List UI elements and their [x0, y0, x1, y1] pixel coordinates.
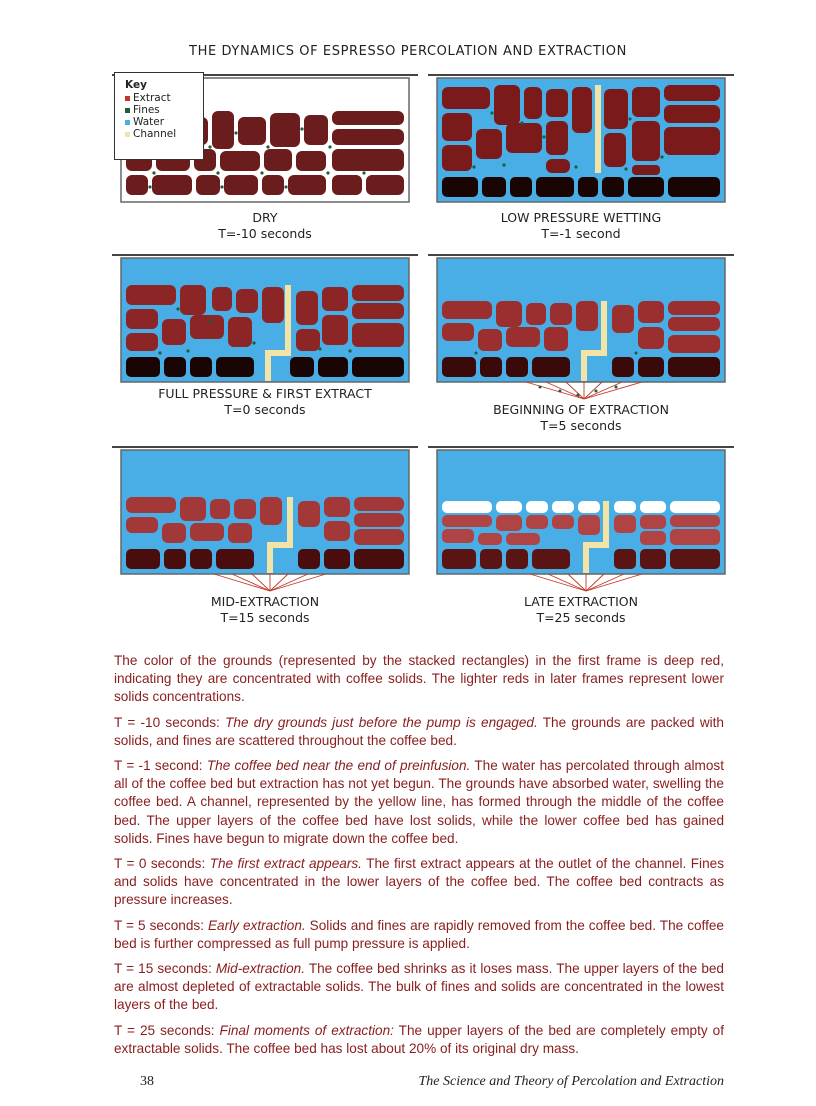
panel-label: FULL PRESSURE & FIRST EXTRACT	[158, 386, 372, 401]
frame-top-line	[112, 446, 418, 448]
legend-item-water: Water	[125, 116, 203, 128]
running-title: The Science and Theory of Percolation and Extraction	[418, 1074, 724, 1089]
paragraph-t-0: T = 0 seconds: The first extract appears. The first extract appears at the outlet of the channel. Fines and solids have concentrated in the lower layers of the coffee bed. The coffee bed contracts as pressure increases.	[114, 856, 724, 908]
panel-time: T=15 seconds	[220, 610, 310, 625]
coffee-bed-diagram	[120, 449, 410, 595]
panel-label: MID-EXTRACTION	[210, 594, 320, 609]
extract-swatch-icon	[125, 96, 130, 101]
extract-flow-lines	[526, 382, 642, 399]
coffee-bed-diagram	[436, 257, 726, 403]
solids-bottom-layer	[442, 177, 720, 197]
frame-top-line	[428, 74, 734, 76]
fines-swatch-icon	[125, 108, 130, 113]
paragraph-t-5: T = 5 seconds: Early extraction. Solids and fines are rapidly removed from the coffee bed. The coffee bed is further compressed as full pump pressure is applied.	[114, 917, 724, 951]
paragraph-t-minus-1: T = -1 second: The coffee bed near the end of preinfusion. The water has percolated through almost all of the coffee bed but extraction has not yet begun. The grounds have absorbed water, swelling the coffee bed. A channel, represented by the yellow line, has formed through the middle of the coffee bed. The upper layers of the coffee bed have lost solids, while the lower coffee bed has gained solids. Fines have begun to migrate down the coffee bed.	[114, 758, 724, 846]
panel-caption	[120, 210, 410, 242]
page-title: THE DYNAMICS OF ESPRESSO PERCOLATION AND EXTRACTION	[189, 44, 627, 59]
panel-time: T=25 seconds	[536, 610, 626, 625]
paragraph-t-minus-10: T = -10 seconds: The dry grounds just before the pump is engaged. The grounds are packed with solids, and fines are scattered throughout the coffee bed.	[114, 714, 724, 748]
frame-top-line	[428, 254, 734, 256]
panel-time: T=0 seconds	[224, 402, 306, 417]
panel-label: BEGINNING OF EXTRACTION	[493, 402, 669, 417]
coffee-bed-diagram	[436, 449, 726, 595]
extract-flow-lines	[214, 574, 326, 591]
paragraph-t-15: T = 15 seconds: Mid-extraction. The coffee bed shrinks as it loses mass. The upper layers of the bed are almost depleted of extractable solids. The bulk of fines and solids are concentrated in the lowest layers of the bed.	[114, 961, 724, 1013]
intro-paragraph: The color of the grounds (represented by the stacked rectangles) in the first frame is deep red, indicating they are concentrated with coffee solids. The lighter reds in later frames represent lower solids concentrations.	[114, 653, 724, 705]
frame-top-line	[428, 446, 734, 448]
paragraph-t-25: T = 25 seconds: Final moments of extraction: The upper layers of the bed are completely empty of extractable solids. The coffee bed has lost about 20% of its original dry mass.	[114, 1022, 724, 1056]
frame-top-line	[112, 254, 418, 256]
legend-item-channel: Channel	[125, 128, 203, 140]
depleted-grounds-layer	[442, 501, 720, 513]
panel-caption	[120, 594, 410, 626]
panel-label: LATE EXTRACTION	[524, 594, 638, 609]
panel-caption	[436, 594, 726, 626]
legend-item-fines: Fines	[125, 104, 203, 116]
panel-label: LOW PRESSURE WETTING	[500, 210, 662, 225]
panel-caption	[120, 386, 410, 418]
extract-flow-lines	[530, 574, 642, 591]
page-number: 38	[140, 1074, 154, 1089]
panel-time: T=-1 second	[541, 226, 621, 241]
legend-title: Key	[125, 79, 147, 91]
channel-swatch-icon	[125, 132, 130, 137]
panel-label: DRY	[252, 210, 278, 225]
coffee-bed-diagram	[120, 257, 410, 383]
panel-time: T=5 seconds	[540, 418, 622, 433]
legend-item-extract: Extract	[125, 92, 203, 104]
panel-caption	[436, 402, 726, 434]
legend-key	[114, 72, 204, 160]
panel-caption	[436, 210, 726, 242]
coffee-bed-diagram	[436, 77, 726, 203]
panel-time: T=-10 seconds	[218, 226, 312, 241]
body-text	[114, 652, 724, 1065]
water-swatch-icon	[125, 120, 130, 125]
